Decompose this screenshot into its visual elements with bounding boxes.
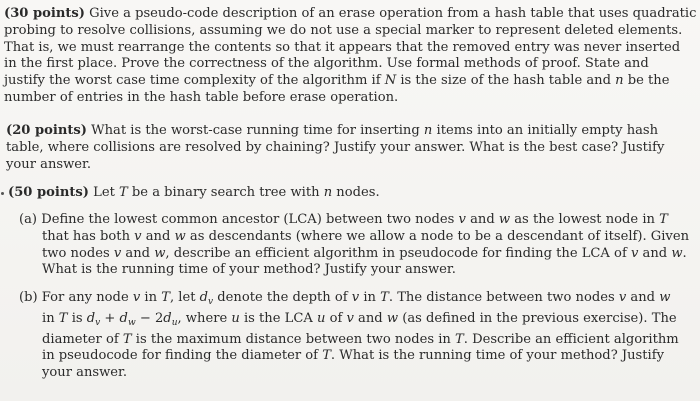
question-part-a [19, 212, 690, 279]
question-chaining-insert [6, 123, 686, 173]
q2-line-3: your answer. [6, 156, 92, 172]
qb-line-3: diameter of T is the maximum distance between two nodes in T. Describe an efficient algorithm [42, 331, 679, 347]
q3-line-1: (50 points) Let T be a binary search tree with n nodes. [8, 185, 380, 200]
q2-points: (20 points) [6, 123, 87, 138]
qb-label: (b) [19, 290, 38, 305]
qb-line-5: your answer. [42, 365, 128, 381]
qa-line-2: that has both v and w as descendants (where we allow a node to be a descendant of itself). Given [42, 228, 690, 244]
q1-line-6: number of entries in the hash table before erase operation. [4, 89, 399, 105]
qa-line-3: two nodes v and w, describe an efficient algorithm in pseudocode for finding the LCA of v and w. [42, 245, 687, 261]
question-bst [8, 185, 668, 202]
qb-line-2: in T is $d_v + d_w - 2d_u$, where u is the LCA u of v and w (as defined in the previous exercise). The [42, 310, 677, 328]
bullet-dot [1, 192, 4, 195]
q1-line-4: in the first place. Prove the correctness of the algorithm. Use formal methods of proof. State and [4, 56, 649, 72]
q2-line-1: (20 points) What is the worst-case running time for inserting n items into an initially empty hash [6, 123, 659, 138]
q1-line-5: justify the worst case time complexity of the algorithm if N is the size of the hash table and n be the [4, 73, 670, 89]
q1-line-3: That is, we must rearrange the contents so that it appears that the removed entry was never inserted [4, 39, 681, 55]
qb-line-1: (b) For any node v in T, let $d_v$ denote the depth of v in T. The distance between two nodes v and w [19, 290, 671, 307]
q3-points: (50 points) [8, 185, 89, 200]
q1-line-2: probing to resolve collisions, assuming we do not use a special marker to represent deleted elements. [4, 22, 683, 38]
q2-line-2: table, where collisions are resolved by chaining? Justify your answer. What is the best case? Justify [6, 139, 665, 155]
question-part-b [19, 290, 679, 382]
question-hash-erase [4, 6, 697, 107]
qa-line-1: (a) Define the lowest common ancestor (LCA) between two nodes v and w as the lowest node in T [19, 212, 668, 227]
qb-line-4: in pseudocode for finding the diameter of T. What is the running time of your method? Justify [42, 348, 664, 364]
qa-line-4: What is the running time of your method? Justify your answer. [42, 262, 456, 278]
q1-line-1: (30 points) Give a pseudo-code description of an erase operation from a hash table that uses quadratic [4, 6, 697, 21]
q1-points: (30 points) [4, 6, 85, 21]
qa-label: (a) [19, 212, 38, 227]
